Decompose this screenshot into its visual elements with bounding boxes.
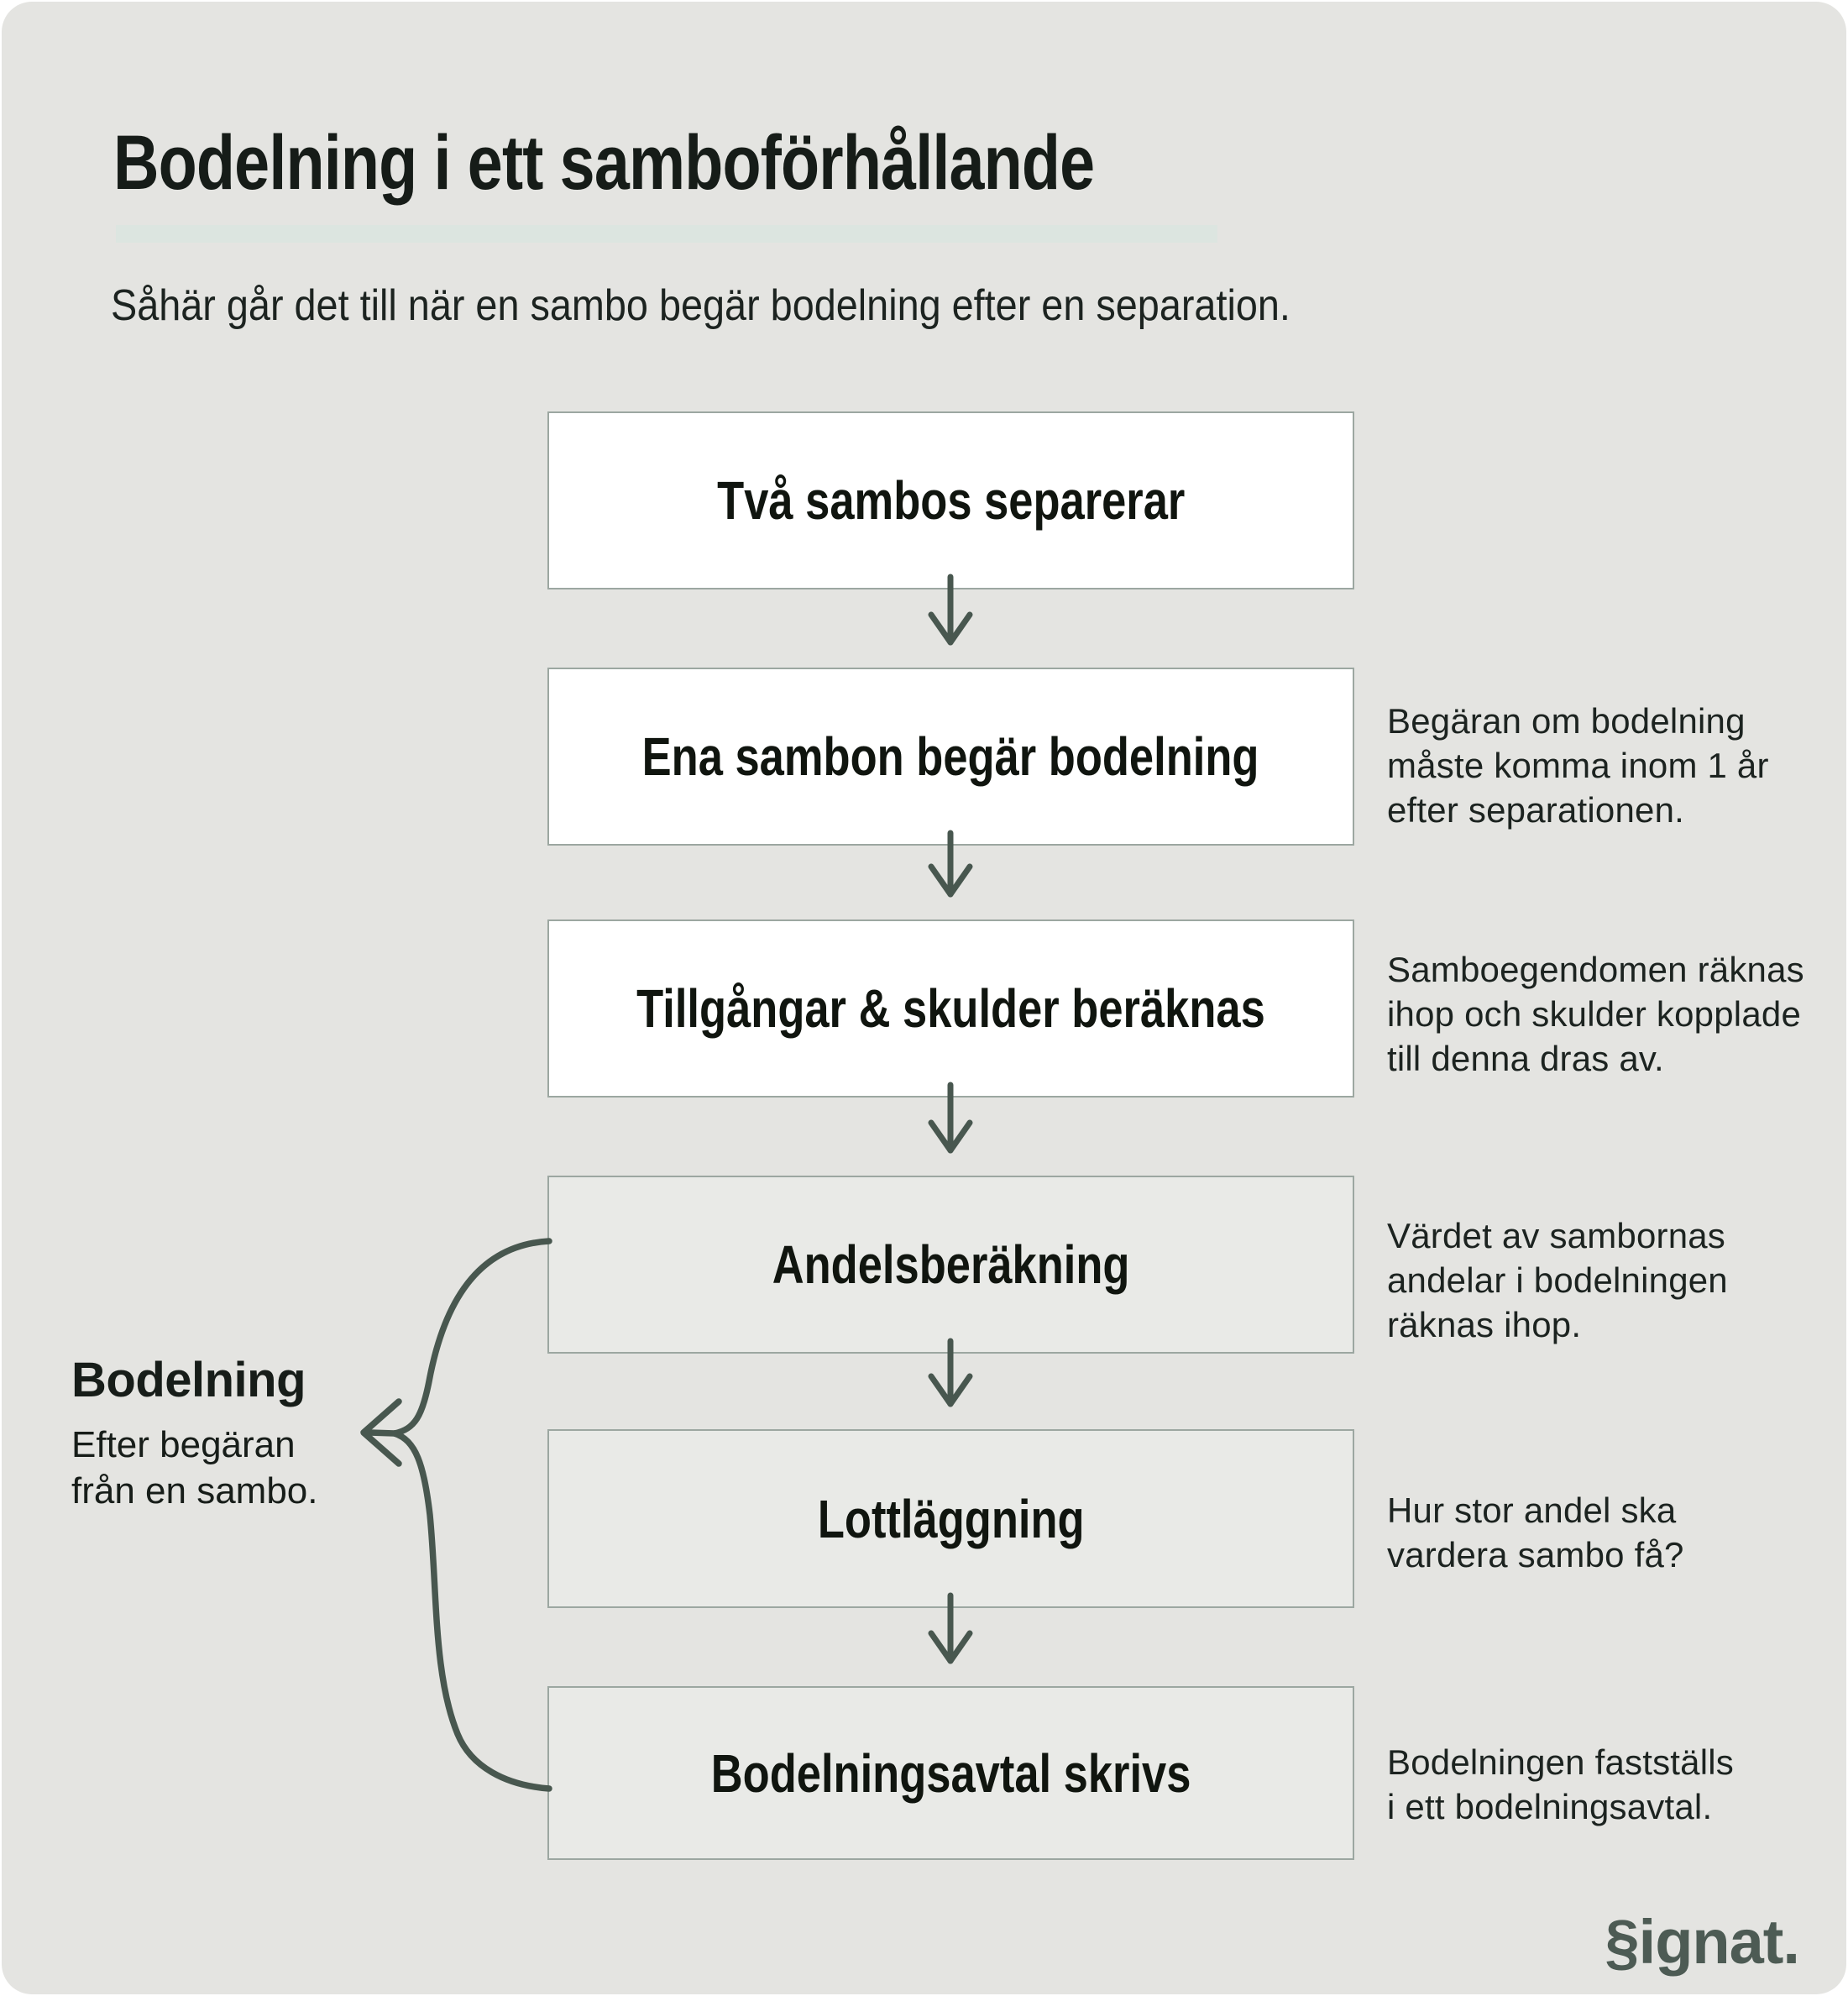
page-title: Bodelning i ett samboförhållande [113,120,1095,206]
bodelning-label-heading: Bodelning [71,1353,306,1407]
page-subtitle: Såhär går det till när en sambo begär bodelning efter en separation. [111,281,1290,330]
bodelning-label-line: från en sambo. [71,1470,318,1511]
side-note-line: Samboegendomen räknas [1387,950,1804,989]
side-note-step-4 [1387,1213,1846,1347]
flow-step-2-label: Ena sambon begär bodelning [642,726,1259,787]
side-note-step-2 [1387,699,1846,832]
side-note-line: i ett bodelningsavtal. [1387,1787,1713,1826]
side-note-line: Värdet av sambornas [1387,1216,1726,1255]
brace-left-arrow-icon [364,1241,549,1789]
bodelning-label-line: Efter begäran [71,1424,296,1465]
flow-step-4 [547,1176,1354,1354]
flow-step-5-label: Lottläggning [817,1488,1085,1549]
infographic-card [2,2,1846,1994]
side-note-step-6 [1387,1740,1846,1829]
side-note-step-5 [1387,1488,1846,1577]
side-note-line: vardera sambo få? [1387,1535,1684,1574]
flow-step-3 [547,919,1354,1098]
flow-step-6 [547,1686,1354,1860]
side-note-line: Bodelningen fastställs [1387,1742,1734,1782]
side-note-line: andelar i bodelningen [1387,1260,1728,1300]
flow-step-1 [547,411,1354,589]
side-note-line: ihop och skulder kopplade [1387,994,1802,1034]
bodelning-label-block [71,1352,474,1514]
flow-step-4-label: Andelsberäkning [772,1234,1130,1295]
title-underline [116,225,1217,243]
side-note-line: Begäran om bodelning [1387,701,1746,741]
signat-logo: §ignat. [1605,1907,1799,1977]
flow-step-5 [547,1429,1354,1608]
flow-step-1-label: Två sambos separerar [716,470,1186,531]
side-note-line: måste komma inom 1 år [1387,746,1769,785]
flow-step-3-label: Tillgångar & skulder beräknas [636,978,1265,1039]
side-note-line: till denna dras av. [1387,1039,1664,1078]
flow-step-2 [547,668,1354,846]
side-note-line: räknas ihop. [1387,1305,1582,1344]
side-note-step-3 [1387,947,1846,1081]
side-note-line: efter separationen. [1387,790,1685,830]
side-note-line: Hur stor andel ska [1387,1490,1677,1530]
flow-step-6-label: Bodelningsavtal skrivs [710,1742,1191,1804]
